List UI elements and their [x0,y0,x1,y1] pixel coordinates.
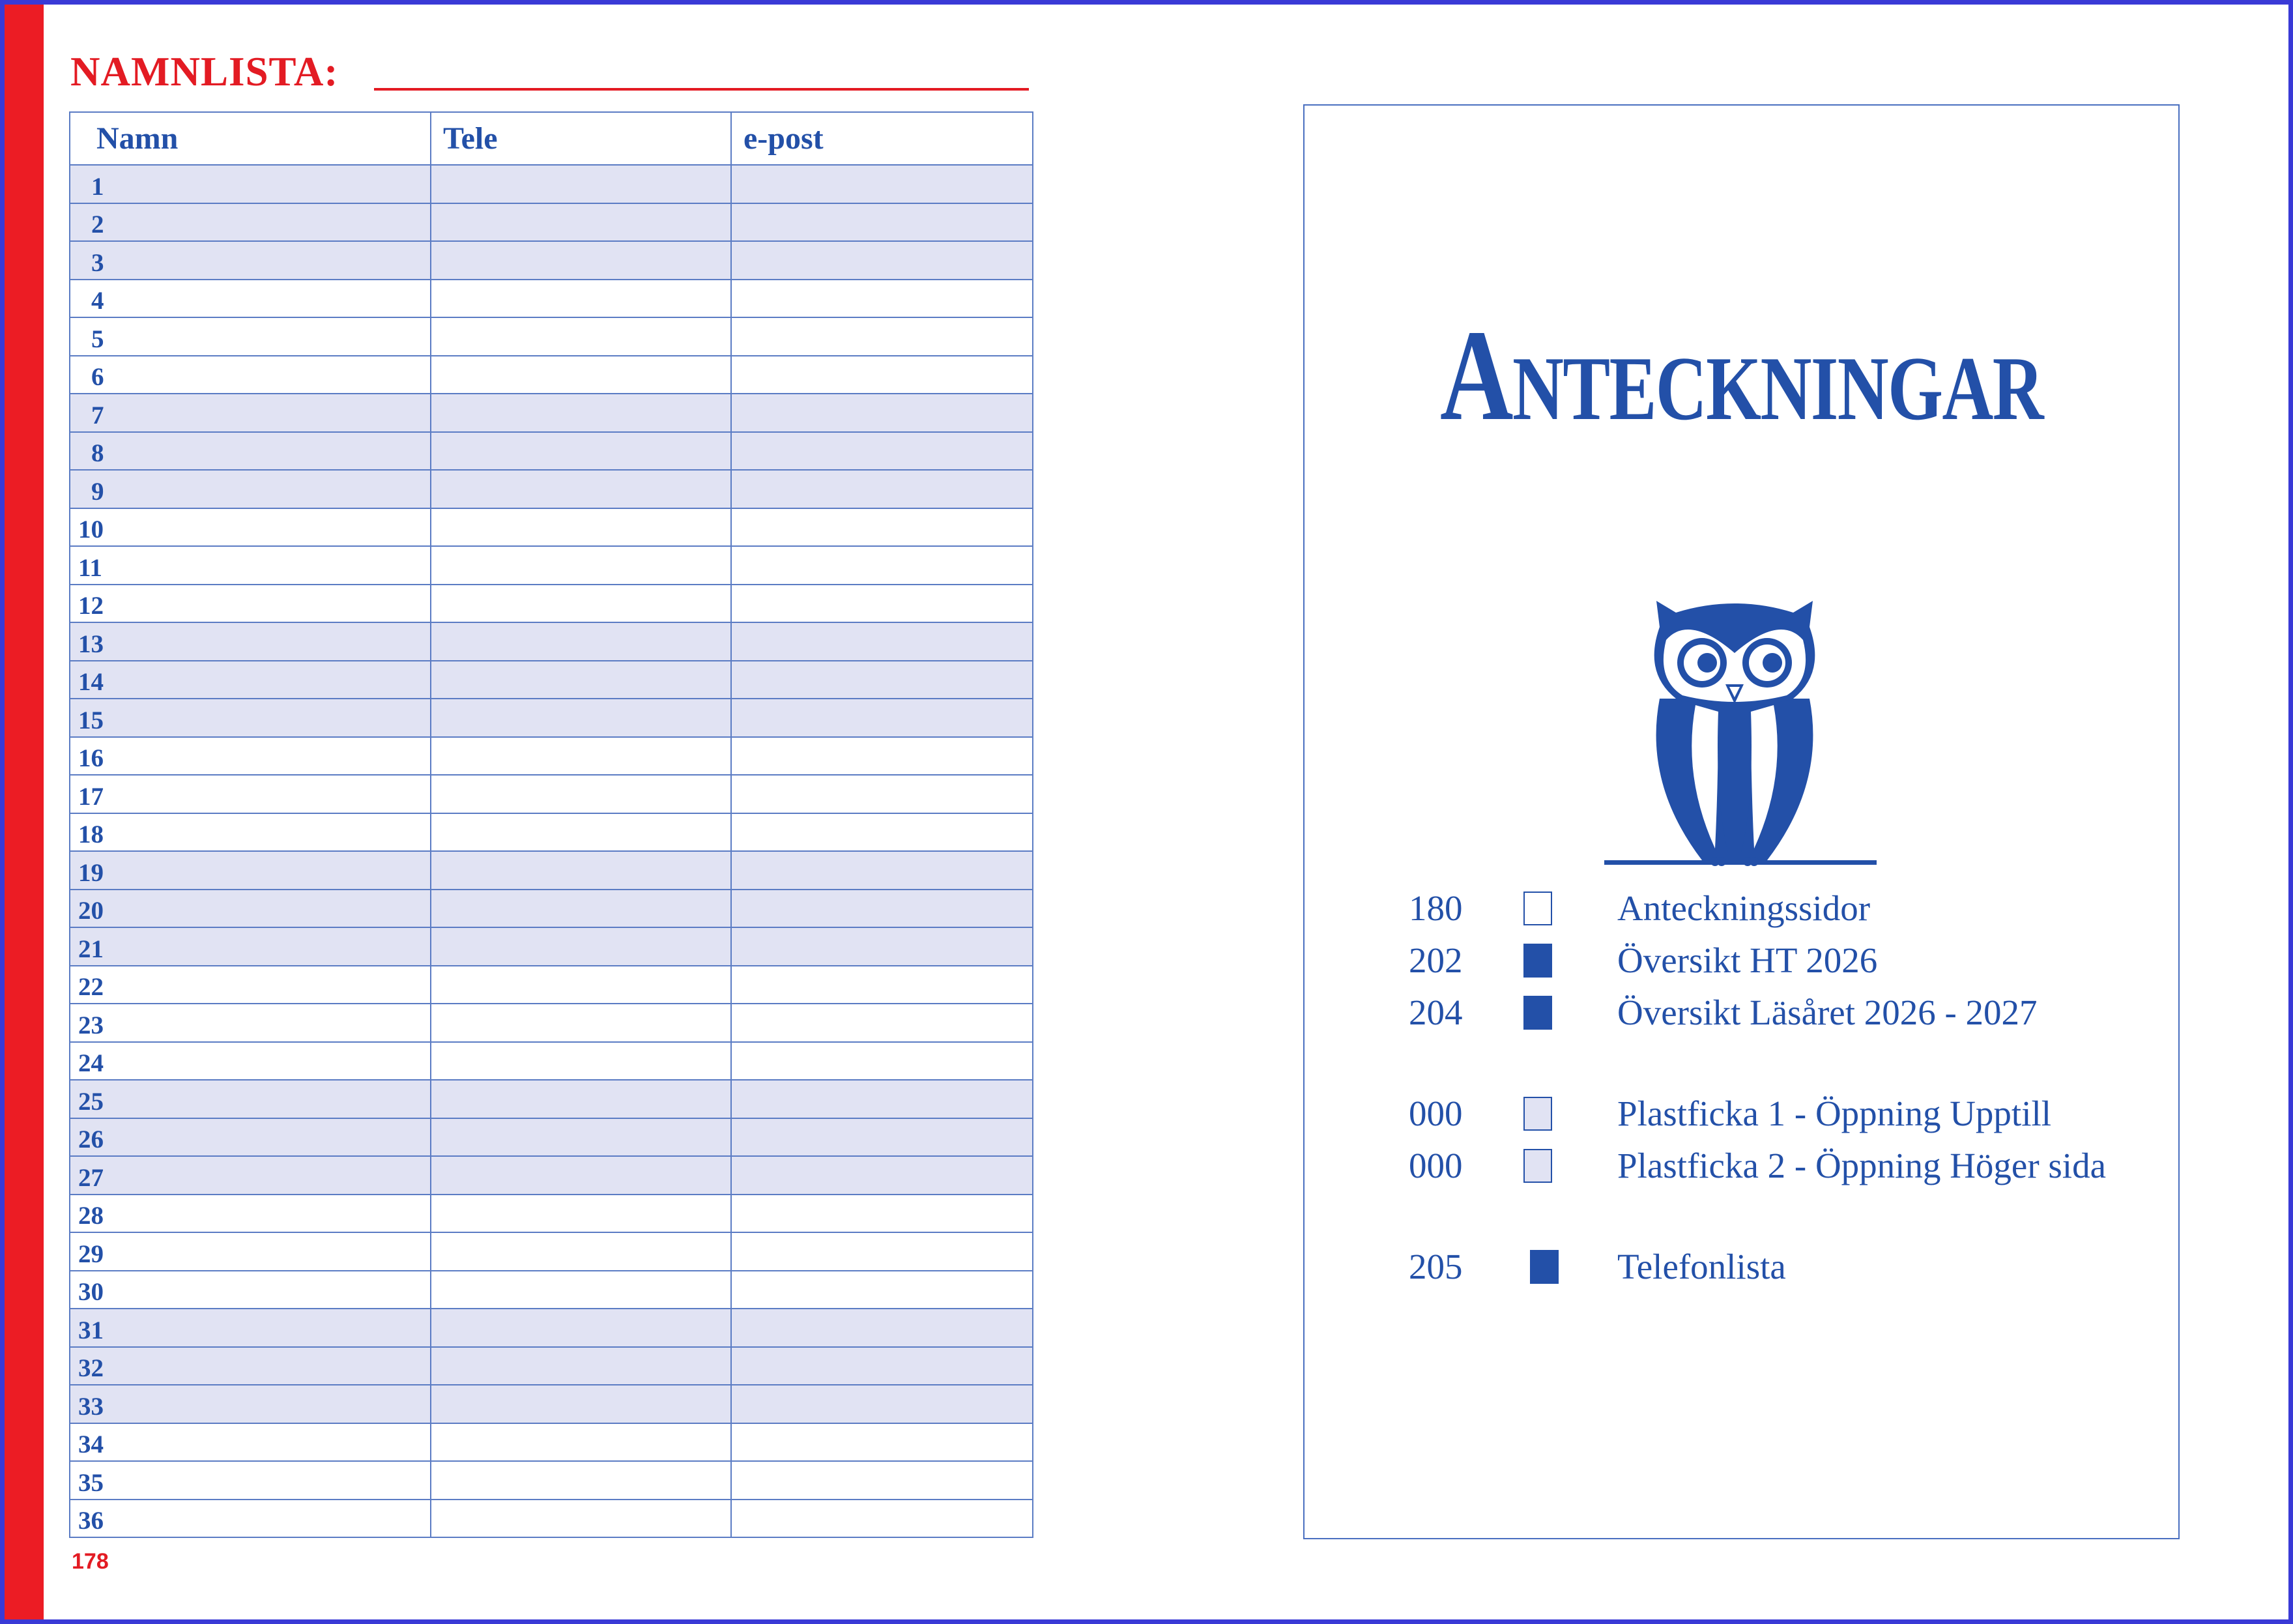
toc-marker-box [1523,1149,1552,1183]
epost-cell[interactable] [731,241,1033,280]
epost-cell[interactable] [731,622,1033,661]
name-cell[interactable] [70,203,431,242]
epost-cell[interactable] [731,1232,1033,1271]
epost-cell[interactable] [731,966,1033,1004]
toc-marker-box [1523,996,1552,1030]
epost-cell[interactable] [731,699,1033,737]
row-number: 15 [78,706,104,734]
name-cell[interactable] [70,546,431,585]
tele-cell[interactable] [431,280,731,318]
name-cell[interactable] [70,890,431,928]
name-cell[interactable] [70,1004,431,1042]
epost-cell[interactable] [731,737,1033,776]
tele-cell[interactable] [431,890,731,928]
name-cell[interactable] [70,1385,431,1423]
table-row [70,890,1033,928]
table-row [70,1232,1033,1271]
row-number: 24 [78,1049,104,1077]
table-row [70,813,1033,852]
epost-cell[interactable] [731,1309,1033,1347]
row-number: 34 [78,1430,104,1458]
epost-cell[interactable] [731,890,1033,928]
toc-label: Översikt HT 2026 [1617,940,1878,980]
epost-cell[interactable] [731,585,1033,623]
name-cell[interactable] [70,1080,431,1118]
row-number: 17 [78,782,104,811]
name-cell[interactable] [70,966,431,1004]
column-header-namn: Namn [70,112,431,165]
table-row [70,508,1033,547]
page-title: NAMNLISTA: [70,49,339,94]
tele-cell[interactable] [431,1347,731,1385]
name-cell[interactable] [70,1347,431,1385]
epost-cell[interactable] [731,1080,1033,1118]
name-cell[interactable] [70,1118,431,1157]
table-row [70,699,1033,737]
tele-cell[interactable] [431,622,731,661]
epost-cell[interactable] [731,356,1033,394]
table-body [70,165,1033,1537]
row-number: 20 [78,897,104,925]
tele-cell[interactable] [431,1309,731,1347]
toc-item [1305,992,2178,1037]
name-cell[interactable] [70,813,431,852]
table-row [70,851,1033,890]
tele-cell[interactable] [431,927,731,966]
toc-marker-box [1523,1097,1552,1131]
tele-cell[interactable] [431,1118,731,1157]
red-spine [5,5,44,1619]
tele-cell[interactable] [431,775,731,813]
name-cell[interactable] [70,699,431,737]
name-cell[interactable] [70,1309,431,1347]
row-number: 29 [78,1240,104,1268]
row-number: 28 [78,1202,104,1230]
tele-cell[interactable] [431,546,731,585]
name-cell[interactable] [70,775,431,813]
toc-label: Anteckningssidor [1617,888,1871,928]
tele-cell[interactable] [431,241,731,280]
tele-cell[interactable] [431,851,731,890]
table-row [70,317,1033,356]
epost-cell[interactable] [731,317,1033,356]
name-cell[interactable] [70,1156,431,1195]
row-number: 35 [78,1468,104,1497]
row-number: 9 [91,477,104,506]
epost-cell[interactable] [731,775,1033,813]
table-row [70,432,1033,471]
toc-marker-box [1523,892,1552,925]
row-number: 7 [91,401,104,429]
name-cell[interactable] [70,165,431,203]
tele-cell[interactable] [431,1500,731,1538]
row-number: 22 [78,973,104,1001]
table-row [70,1042,1033,1080]
epost-cell[interactable] [731,1347,1033,1385]
row-number: 30 [78,1278,104,1306]
name-cell[interactable] [70,1423,431,1462]
epost-cell[interactable] [731,1461,1033,1500]
name-cell[interactable] [70,394,431,432]
toc-label: Översikt Läsåret 2026 - 2027 [1617,993,2038,1032]
epost-cell[interactable] [731,661,1033,699]
toc-page-number: 180 [1409,888,1463,928]
row-number: 4 [91,287,104,315]
tele-cell[interactable] [431,165,731,203]
tele-cell[interactable] [431,1042,731,1080]
tele-cell[interactable] [431,432,731,471]
table-row [70,1195,1033,1233]
table-row [70,1423,1033,1462]
name-cell[interactable] [70,622,431,661]
epost-cell[interactable] [731,1004,1033,1042]
toc-item [1305,1093,2178,1138]
tele-cell[interactable] [431,661,731,699]
epost-cell[interactable] [731,851,1033,890]
tele-cell[interactable] [431,317,731,356]
name-list-table [69,111,1033,1538]
row-number: 36 [78,1507,104,1535]
tele-cell[interactable] [431,394,731,432]
row-number: 1 [91,172,104,201]
tele-cell[interactable] [431,203,731,242]
row-number: 13 [78,630,104,658]
toc-marker-box [1523,944,1552,978]
notes-cover [1303,104,2180,1539]
table-row [70,546,1033,585]
toc-item [1305,940,2178,985]
name-cell[interactable] [70,508,431,547]
tele-cell[interactable] [431,1004,731,1042]
row-number: 16 [78,744,104,772]
cover-title-rest: NTECKNINGAR [1512,338,2043,439]
tele-cell[interactable] [431,1080,731,1118]
tele-cell[interactable] [431,356,731,394]
name-cell[interactable] [70,280,431,318]
row-number: 33 [78,1392,104,1421]
row-number: 27 [78,1163,104,1192]
row-number: 14 [78,668,104,696]
name-cell[interactable] [70,585,431,623]
row-number: 2 [91,210,104,239]
tele-cell[interactable] [431,1195,731,1233]
table-row [70,394,1033,432]
table-row [70,1118,1033,1157]
tele-cell[interactable] [431,1461,731,1500]
row-number: 8 [91,439,104,467]
toc-label: Telefonlista [1617,1247,1786,1286]
owl-icon [1604,588,1884,881]
name-cell[interactable] [70,851,431,890]
toc-label: Plastficka 1 - Öppning Upptill [1617,1094,2052,1133]
toc-page-number: 205 [1409,1247,1463,1286]
table-row [70,585,1033,623]
toc-item [1305,888,2178,933]
table-row [70,1080,1033,1118]
tele-cell[interactable] [431,699,731,737]
tele-cell[interactable] [431,1156,731,1195]
name-cell[interactable] [70,1042,431,1080]
tele-cell[interactable] [431,508,731,547]
name-cell[interactable] [70,1461,431,1500]
epost-cell[interactable] [731,1156,1033,1195]
tele-cell[interactable] [431,1423,731,1462]
table-row [70,775,1033,813]
table-row [70,470,1033,508]
epost-cell[interactable] [731,1118,1033,1157]
table-row [70,622,1033,661]
page-number: 178 [72,1549,109,1574]
table-row [70,1271,1033,1309]
table-row [70,165,1033,203]
column-header-tele: Tele [431,112,731,165]
epost-cell[interactable] [731,470,1033,508]
tele-cell[interactable] [431,966,731,1004]
epost-cell[interactable] [731,203,1033,242]
tele-cell[interactable] [431,737,731,776]
row-number: 11 [78,553,102,582]
tele-cell[interactable] [431,1232,731,1271]
name-cell[interactable] [70,661,431,699]
toc-page-number: 204 [1409,993,1463,1032]
table-row [70,280,1033,318]
cover-title-initial: A [1439,304,1513,448]
toc-page-number: 202 [1409,940,1463,980]
row-number: 32 [78,1354,104,1382]
row-number: 31 [78,1316,104,1344]
table-row [70,241,1033,280]
table-row [70,661,1033,699]
epost-cell[interactable] [731,280,1033,318]
table-row [70,1461,1033,1500]
row-number: 6 [91,363,104,391]
table-row [70,1500,1033,1538]
column-header-epost: e-post [731,112,1033,165]
row-number: 21 [78,935,104,963]
row-number: 25 [78,1087,104,1116]
epost-cell[interactable] [731,1500,1033,1538]
epost-cell[interactable] [731,813,1033,852]
name-cell[interactable] [70,1232,431,1271]
toc-item [1305,1246,2178,1292]
tele-cell[interactable] [431,813,731,852]
tele-cell[interactable] [431,1385,731,1423]
name-cell[interactable] [70,470,431,508]
row-number: 23 [78,1011,104,1039]
table-row [70,966,1033,1004]
table-row [70,1347,1033,1385]
name-cell[interactable] [70,1271,431,1309]
row-number: 26 [78,1125,104,1153]
toc-marker-box [1530,1250,1559,1284]
toc-page-number: 000 [1409,1146,1463,1185]
table-row [70,927,1033,966]
cover-title [1401,301,2083,450]
toc-page-number: 000 [1409,1094,1463,1133]
toc-label: Plastficka 2 - Öppning Höger sida [1617,1146,2106,1185]
row-number: 10 [78,515,104,544]
title-underline [374,88,1029,91]
table-row [70,1309,1033,1347]
table-row [70,1004,1033,1042]
name-cell[interactable] [70,1195,431,1233]
name-cell[interactable] [70,737,431,776]
epost-cell[interactable] [731,1195,1033,1233]
name-cell[interactable] [70,927,431,966]
table-row [70,1385,1033,1423]
epost-cell[interactable] [731,1271,1033,1309]
epost-cell[interactable] [731,1042,1033,1080]
epost-cell[interactable] [731,165,1033,203]
name-cell[interactable] [70,432,431,471]
name-cell[interactable] [70,241,431,280]
tele-cell[interactable] [431,470,731,508]
table-row [70,1156,1033,1195]
table-row [70,356,1033,394]
row-number: 19 [78,858,104,887]
table-row [70,203,1033,242]
name-cell[interactable] [70,356,431,394]
row-number: 18 [78,820,104,848]
epost-cell[interactable] [731,394,1033,432]
epost-cell[interactable] [731,1423,1033,1462]
epost-cell[interactable] [731,432,1033,471]
table-header-row [70,112,1033,165]
tele-cell[interactable] [431,1271,731,1309]
toc-item [1305,1145,2178,1191]
tele-cell[interactable] [431,585,731,623]
epost-cell[interactable] [731,546,1033,585]
name-cell[interactable] [70,1500,431,1538]
epost-cell[interactable] [731,508,1033,547]
epost-cell[interactable] [731,1385,1033,1423]
name-cell[interactable] [70,317,431,356]
table-row [70,737,1033,776]
row-number: 3 [91,248,104,277]
row-number: 5 [91,325,104,353]
row-number: 12 [78,592,104,620]
epost-cell[interactable] [731,927,1033,966]
